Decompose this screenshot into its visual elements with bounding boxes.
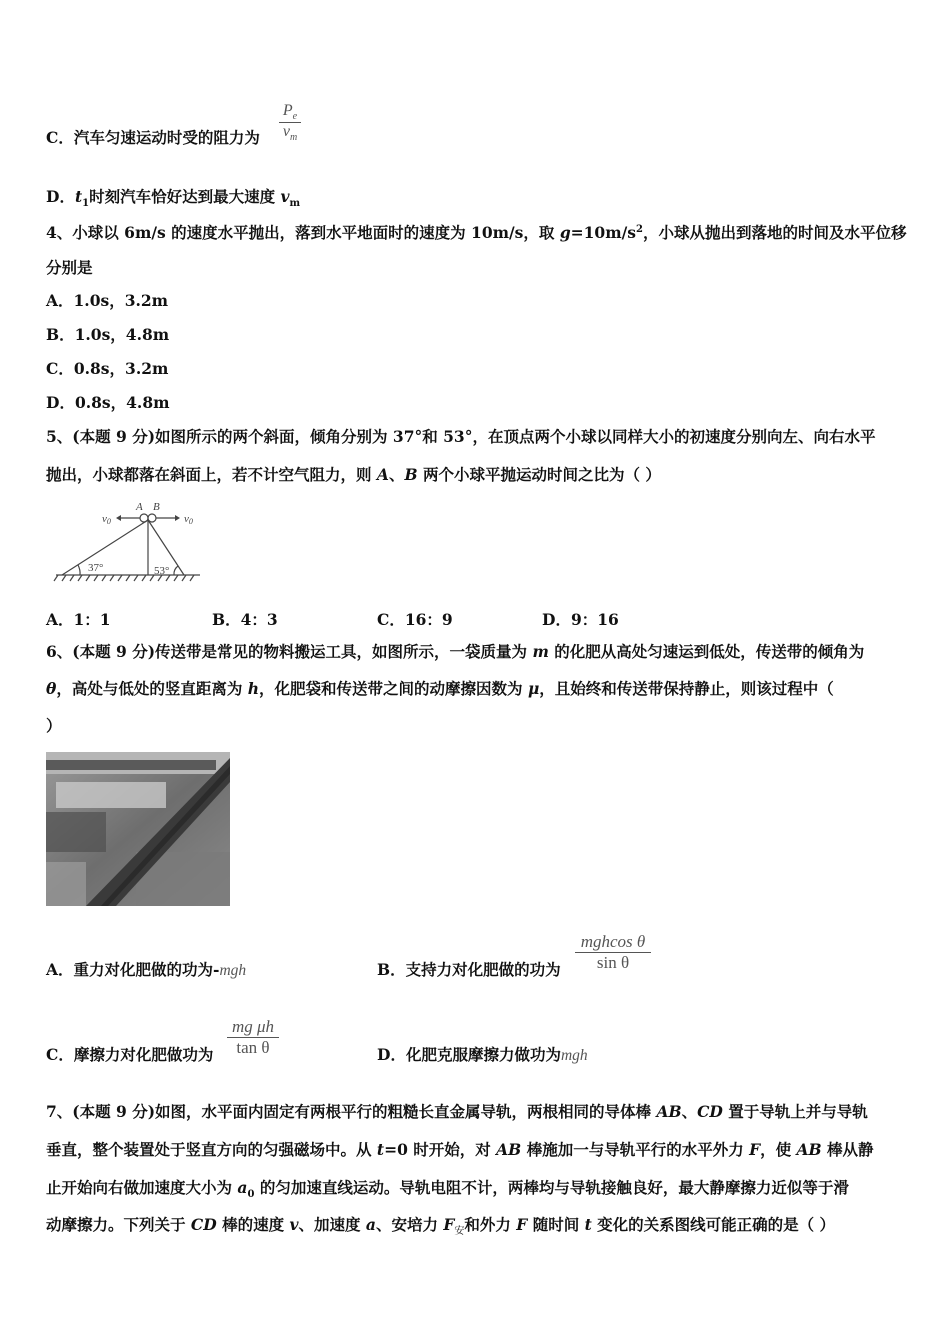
q7-text-4f: 随时间 — [527, 1215, 585, 1234]
numerator-sub: e — [292, 111, 298, 123]
q7-a0-sub: 0 — [247, 1189, 255, 1201]
q7-f-2: F — [516, 1215, 528, 1234]
v-left: v — [102, 513, 107, 525]
photo-roller — [56, 782, 166, 808]
q7-text-3b: 的匀加速直线运动。导轨电阻不计，两棒均与导轨接触良好，最大静摩擦力近似等于滑 — [254, 1178, 849, 1197]
left-incline — [62, 520, 148, 575]
q5-option-d: D．9：16 — [542, 610, 619, 629]
q7-f-amp-sub: 安 — [454, 1226, 465, 1238]
q7-v: v — [289, 1215, 299, 1234]
q6-option-a — [46, 958, 246, 980]
angle-arc-left — [78, 565, 80, 575]
q4-sup: 2 — [636, 224, 643, 235]
label-a: A — [136, 501, 143, 513]
q6-theta: θ — [46, 679, 57, 698]
angle-arc-right — [174, 566, 178, 575]
q4-text-c: ，小球从抛出到落地的时间及水平位移 — [642, 223, 907, 243]
q7-f-amp: F — [443, 1215, 455, 1234]
arrow-right-head — [175, 515, 180, 521]
q5-inclines-figure — [52, 498, 204, 586]
q7-text-4e: 和外力 — [464, 1215, 517, 1234]
q7-text-2a: 垂直，整个装置处于竖直方向的匀强磁场中。从 — [46, 1140, 377, 1159]
q4-option-c: C．0.8s，3.2m — [46, 359, 169, 378]
q6-option-d-text: D．化肥克服摩擦力做功为 — [377, 1045, 561, 1064]
q3-option-c — [46, 128, 260, 148]
q7-cd: CD — [697, 1102, 723, 1121]
q6-stem-line2 — [46, 679, 834, 699]
q3-option-d-text: 时刻汽车恰好达到最大速度 — [89, 187, 281, 206]
q6-option-c — [46, 1043, 213, 1065]
q7-ab-3: AB — [796, 1140, 822, 1159]
q6-text-a: 6、(本题 9 分)传送带是常见的物料搬运工具，如图所示，一袋质量为 — [46, 642, 533, 661]
v-left-sub: 0 — [106, 517, 111, 526]
q3-option-c-text: C．汽车匀速运动时受的阻力为 — [46, 128, 260, 147]
q7-ab: AB — [656, 1102, 682, 1121]
q7-text-3a: 止开始向右做加速度大小为 — [46, 1178, 238, 1197]
q6-option-c-numerator: mg μh — [231, 1017, 275, 1036]
q6-option-d — [377, 1043, 588, 1065]
q3-option-d-prefix: D． — [46, 187, 75, 206]
q6-m: m — [532, 642, 549, 661]
q3-option-d-v: v — [280, 187, 290, 206]
denominator-v: v — [282, 123, 290, 141]
q7-cd-2: CD — [190, 1215, 217, 1234]
q7-text-4c: 、加速度 — [298, 1215, 366, 1234]
q6-option-c-fraction — [227, 1017, 279, 1058]
q6-text-b2: ，化肥袋和传送带之间的动摩擦因数为 — [259, 679, 528, 698]
q3-option-d-t: t — [74, 187, 83, 206]
q3-option-d — [46, 187, 300, 214]
q6-option-c-denominator: tan θ — [236, 1038, 270, 1057]
fraction-numerator — [279, 102, 301, 122]
q4-option-d: D．0.8s，4.8m — [46, 393, 170, 412]
q4-stem-line2: 分别是 — [46, 258, 93, 277]
label-b: B — [153, 501, 160, 513]
q6-mu: μ — [527, 679, 540, 698]
q5-text-a: 抛出，小球都落在斜面上，若不计空气阻力，则 — [46, 465, 377, 484]
q6-text-b: 的化肥从高处匀速运到低处，传送带的倾角为 — [548, 642, 865, 661]
arrow-left-head — [116, 515, 121, 521]
q5-text-b: 两个小球平抛运动时间之比为（ ） — [417, 465, 661, 484]
numerator-p: P — [282, 102, 293, 119]
q7-text-4b: 棒的速度 — [216, 1215, 290, 1234]
q6-option-b-text: B．支持力对化肥做的功为 — [377, 960, 561, 979]
q4-option-a: A．1.0s，3.2m — [46, 291, 169, 310]
q3-option-c-fraction — [279, 102, 301, 143]
q5-a: A — [376, 465, 389, 484]
q6-stem-line3: ） — [46, 716, 62, 735]
label-angle-53: 53° — [154, 565, 170, 577]
q7-text-4d: 、安培力 — [375, 1215, 444, 1234]
q7-t: t — [376, 1140, 385, 1159]
q4-text-b: =10m/s — [570, 223, 637, 243]
q4-text-a: 4、小球以 6m/s 的速度水平抛出，落到水平地面时的速度为 10m/s，取 — [46, 223, 560, 243]
q6-option-b-fraction — [575, 932, 651, 973]
q6-text-a2: ，高处与低处的竖直距离为 — [56, 679, 248, 698]
q3-option-d-t-sub: 1 — [82, 198, 90, 210]
q4-g: g — [559, 223, 571, 243]
q7-text-1b: 置于导轨上并与导轨 — [722, 1102, 868, 1121]
q7-ab-2: AB — [496, 1140, 522, 1159]
v-right: v — [184, 513, 189, 525]
q6-option-d-math: mgh — [560, 1047, 588, 1064]
q4-option-b: B．1.0s，4.8m — [46, 325, 170, 344]
q7-stem-line4 — [46, 1215, 835, 1242]
label-v0-left — [102, 513, 111, 526]
photo-machine — [46, 812, 106, 852]
q7-stem-line1 — [46, 1102, 868, 1122]
q7-acc: a — [365, 1215, 376, 1234]
ball-a — [140, 514, 148, 522]
q6-option-a-text: A．重力对化肥做的功为- — [46, 960, 220, 979]
q5-option-b: B．4：3 — [212, 610, 278, 629]
q7-f: F — [749, 1140, 761, 1159]
q6-option-b-numerator: mghcos θ — [580, 932, 646, 951]
q7-text-2c: 棒施加一与导轨平行的水平外力 — [521, 1140, 750, 1159]
ground-hatch — [54, 575, 194, 581]
label-angle-37: 37° — [88, 562, 104, 574]
q5-option-c: C．16：9 — [377, 610, 453, 629]
q6-stem-line1 — [46, 642, 864, 662]
q7-text-2d: ，使 — [760, 1140, 797, 1159]
q7-text-4g: 变化的关系图线可能正确的是（ ） — [591, 1215, 836, 1234]
q6-option-b-denominator: sin θ — [596, 953, 630, 972]
ball-b — [148, 514, 156, 522]
q6-option-c-text: C．摩擦力对化肥做功为 — [46, 1045, 214, 1064]
denominator-sub: m — [289, 132, 298, 144]
q7-text-2e: 棒从静 — [821, 1140, 874, 1159]
q7-text-1a: 7、(本题 9 分)如图，水平面内固定有两根平行的粗糙长直金属导轨，两根相同的导体棒 — [46, 1102, 657, 1121]
q5-b: B — [404, 465, 418, 484]
label-v0-right — [184, 513, 193, 526]
q7-stem-line2 — [46, 1140, 874, 1160]
v-right-sub: 0 — [188, 517, 193, 526]
q3-option-d-v-sub: m — [289, 198, 301, 210]
q6-text-c2: ，且始终和传送带保持静止，则该过程中（ — [539, 679, 834, 698]
q7-a0: a — [237, 1178, 248, 1197]
q7-t-2: t — [584, 1215, 592, 1234]
q5-option-a: A．1：1 — [46, 610, 111, 629]
q7-sep: 、 — [681, 1102, 698, 1121]
q5-stem-line2 — [46, 465, 661, 485]
q5-sep: 、 — [388, 465, 405, 484]
q7-text-4a: 动摩擦力。下列关于 — [46, 1215, 191, 1234]
q7-text-2b: =0 时开始，对 — [384, 1140, 497, 1159]
q6-option-b — [377, 958, 561, 980]
q7-stem-line3 — [46, 1178, 849, 1205]
q4-stem-line1 — [46, 220, 907, 243]
q5-stem-line1: 5、(本题 9 分)如图所示的两个斜面，倾角分别为 37°和 53°，在顶点两个小球以同样大小的初速度分别向左、向右水平 — [46, 427, 876, 446]
fraction-denominator — [279, 123, 301, 143]
q6-conveyor-photo — [46, 752, 230, 906]
q6-option-a-math: mgh — [219, 962, 247, 979]
photo-beam — [46, 760, 216, 770]
q6-h: h — [247, 679, 260, 698]
photo-floor-left — [46, 862, 86, 906]
